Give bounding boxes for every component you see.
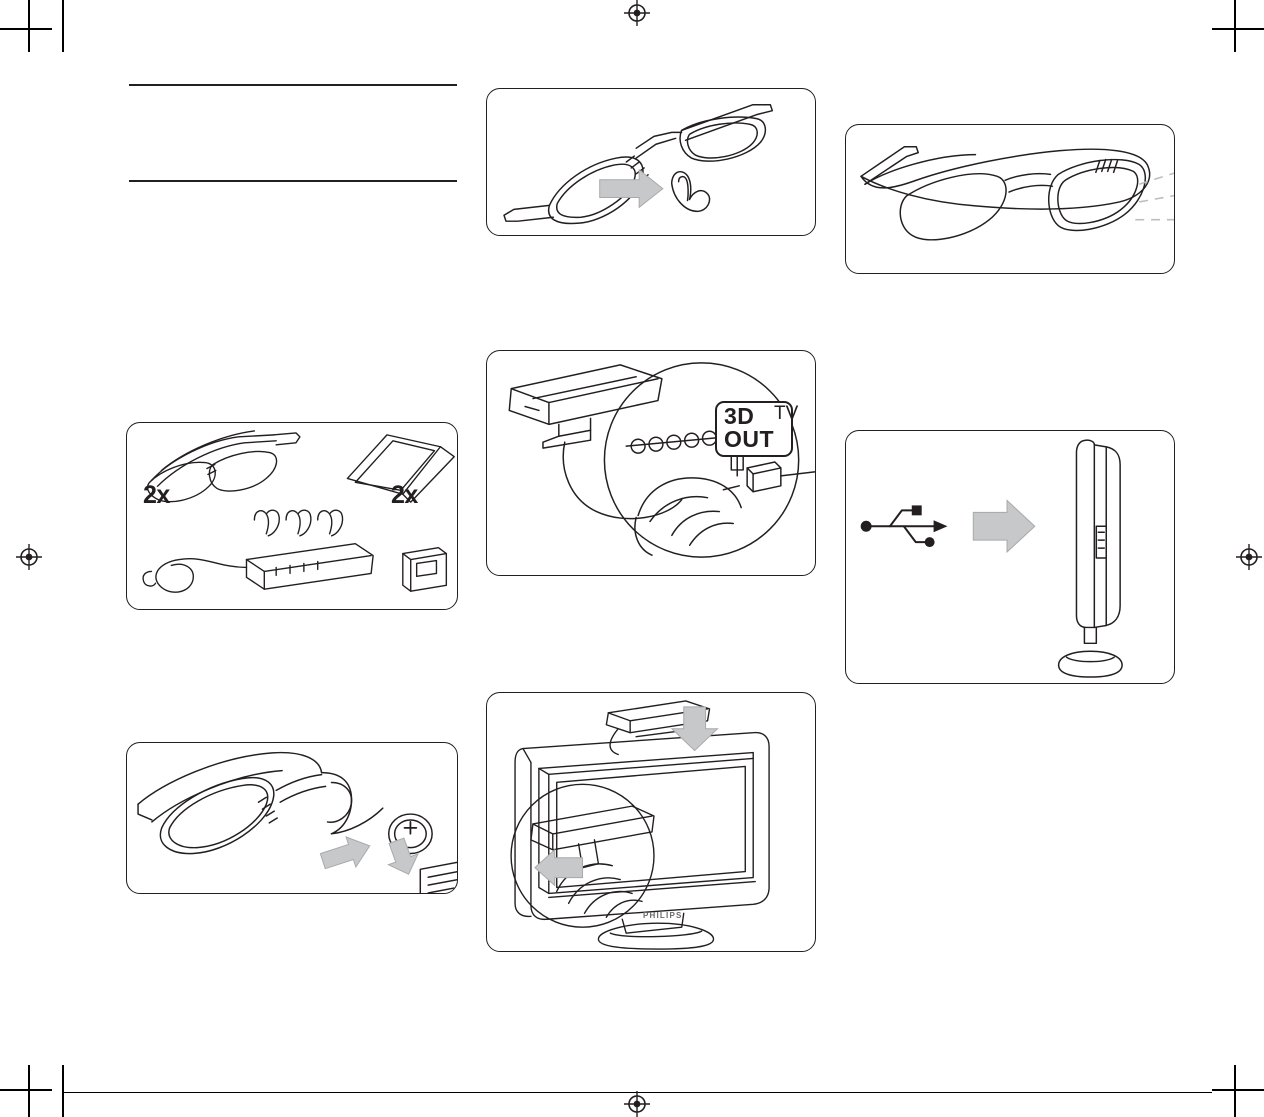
panel-box-contents — [126, 422, 458, 610]
glasses-quantity-label: 2x — [143, 481, 170, 509]
panel-glasses-signal — [845, 124, 1175, 274]
registration-mark-left — [16, 544, 42, 570]
philips-brand-label: PHILIPS — [643, 911, 683, 920]
badge-line-out: OUT — [724, 426, 775, 453]
direction-arrow-icon-2 — [382, 835, 424, 879]
crop-mark-bottom-left-h — [0, 1089, 52, 1091]
crop-mark-top-left-v — [28, 0, 30, 52]
direction-arrow-icon — [973, 500, 1035, 552]
package-contents-icon — [127, 423, 457, 609]
crop-mark-top-left-v2 — [62, 0, 64, 52]
registration-mark-right — [1236, 544, 1262, 570]
badge-line-3d: 3D — [724, 403, 755, 429]
usb-plug-into-tv-side-icon — [846, 431, 1174, 683]
tv-label: TV — [774, 403, 799, 424]
registration-mark-bottom — [624, 1091, 650, 1117]
crop-mark-top-right-h — [1212, 28, 1264, 30]
direction-arrow-icon-1 — [318, 831, 375, 876]
transmitter-cable-connector-icon — [487, 351, 815, 575]
text-block-bottom-rule — [129, 180, 457, 182]
coin-battery-insert-icon — [127, 743, 457, 893]
crop-mark-bottom-right-v — [1234, 1065, 1236, 1117]
crop-mark-bottom-right-h — [1212, 1089, 1264, 1091]
cloth-quantity-label: 2x — [391, 481, 418, 509]
panel-usb-connect — [845, 430, 1175, 684]
left-arrow-icon — [535, 850, 583, 886]
crop-mark-top-right-v — [1234, 0, 1236, 52]
3d-glasses-with-nosepiece-icon — [487, 89, 815, 235]
registration-mark-top — [624, 0, 650, 26]
panel-mount-transmitter-on-tv — [486, 692, 816, 952]
text-block-body — [131, 92, 455, 176]
text-block-top-rule — [129, 84, 457, 86]
panel-connect-3d-out — [486, 350, 816, 576]
crop-mark-bottom-left-v2 — [62, 1065, 64, 1117]
panel-attach-nosepiece — [486, 88, 816, 236]
crop-mark-top-left-h — [0, 28, 52, 30]
crop-mark-bottom-left-v — [28, 1065, 30, 1117]
usb-icon — [861, 505, 948, 547]
3d-glasses-ir-signal-icon — [846, 125, 1174, 273]
direction-arrow-icon — [600, 170, 663, 207]
panel-insert-battery — [126, 742, 458, 894]
